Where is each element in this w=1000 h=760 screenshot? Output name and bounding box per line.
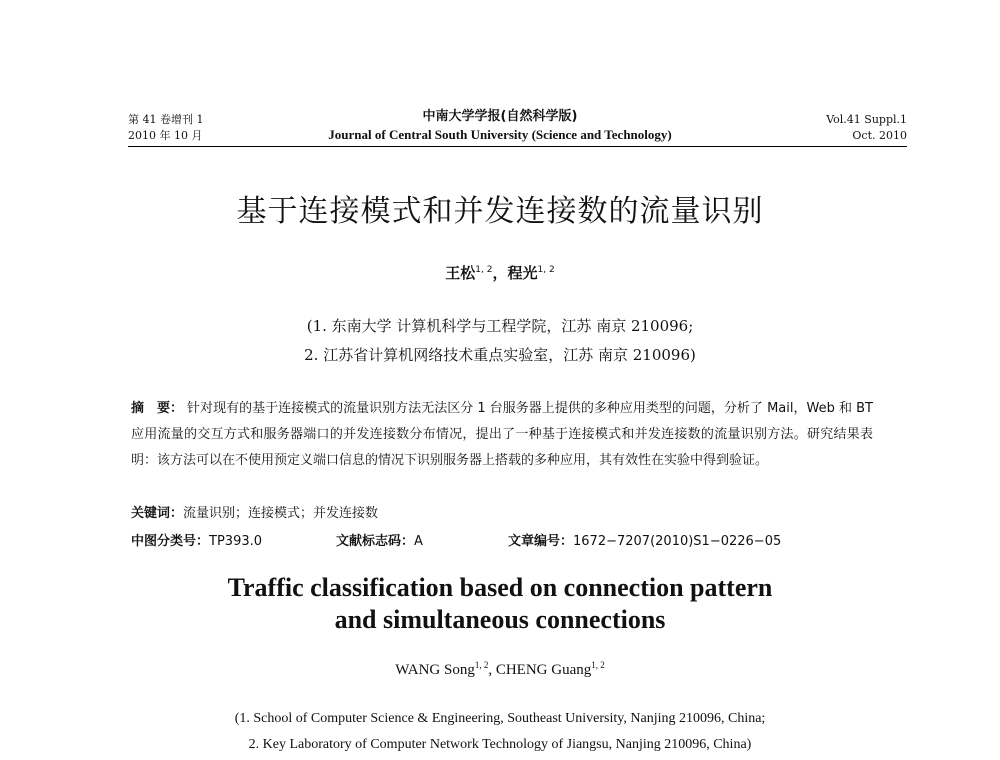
affiliation-line: (1. 东南大学 计算机科学与工程学院，江苏 南京 210096; xyxy=(306,317,694,335)
affiliation-line: 2. Key Laboratory of Computer Network Technology of Jiangsu, Nanjing 210096, China) xyxy=(248,737,752,752)
paper-title-cn: 基于连接模式和并发连接数的流量识别 xyxy=(236,194,764,229)
authors-cn xyxy=(0,262,1000,283)
author-name: WANG Song xyxy=(395,662,475,678)
abstract xyxy=(131,396,873,474)
doc-code xyxy=(336,530,508,549)
clc-label: 中图分类号： xyxy=(131,534,210,549)
title-en-line1: Traffic classification based on connection pattern xyxy=(227,573,773,602)
author-name: 程光 xyxy=(507,264,538,282)
author-affil-mark: 1, 2 xyxy=(474,660,489,670)
volume-issue-en: Vol.41 Suppl.1 xyxy=(826,113,907,126)
doc-label: 文献标志码： xyxy=(336,534,415,549)
clc-code xyxy=(131,530,336,549)
affiliations-cn xyxy=(0,312,1000,370)
keywords xyxy=(131,502,378,521)
volume-issue-cn: 第 41 卷增刊 1 xyxy=(128,113,204,126)
date-en: Oct. 2010 xyxy=(852,129,907,142)
affiliation-line: 2. 江苏省计算机网络技术重点实验室，江苏 南京 210096) xyxy=(304,346,696,364)
affiliations-en xyxy=(0,706,1000,758)
affiliation-line: (1. School of Computer Science & Engineering, Southeast University, Nanjing 210096, China; xyxy=(234,711,766,726)
journal-name-en: Journal of Central South University (Science and Technology) xyxy=(328,127,672,142)
keywords-text: 流量识别；连接模式；并发连接数 xyxy=(183,506,379,521)
author-affil-mark: 1, 2 xyxy=(591,660,605,670)
doc-value: A xyxy=(414,534,423,549)
title-en-line2: and simultaneous connections xyxy=(334,605,666,634)
header-rule xyxy=(128,146,907,147)
author-name: 王松 xyxy=(445,264,476,282)
author-separator: , xyxy=(488,662,496,678)
header-right xyxy=(826,112,907,144)
clc-value: TP393.0 xyxy=(209,534,263,549)
author-affil-mark: 1, 2 xyxy=(537,265,555,275)
article-number-value: 1672−7207(2010)S1−0226−05 xyxy=(573,534,782,549)
authors-en xyxy=(0,660,1000,679)
article-number xyxy=(508,530,781,549)
abstract-text: 针对现有的基于连接模式的流量识别方法无法区分 1 台服务器上提供的多种应用类型的问题，分析了 Mail，Web 和 BT 应用流量的交互方式和服务器端口的并发连接数分布情况，提出了一种基于连接模式和并发连接数的流量识别方法。研究结果表明：该方法可以在不使用预定义端口信息的情况下识别服务器上搭载的多种应用，其有效性在实验中得到验证。 xyxy=(131,401,873,468)
author-affil-mark: 1, 2 xyxy=(475,265,493,275)
keywords-label: 关键词： xyxy=(131,506,184,521)
paper-title-en xyxy=(0,572,1000,636)
author-name: CHENG Guang xyxy=(495,662,592,678)
article-number-label: 文章编号： xyxy=(508,534,574,549)
abstract-label: 摘 要： xyxy=(131,401,184,416)
date-cn: 2010 年 10 月 xyxy=(128,129,203,142)
journal-name-cn: 中南大学学报(自然科学版) xyxy=(422,109,578,124)
author-separator: ， xyxy=(492,264,508,282)
classification-line xyxy=(131,530,873,549)
